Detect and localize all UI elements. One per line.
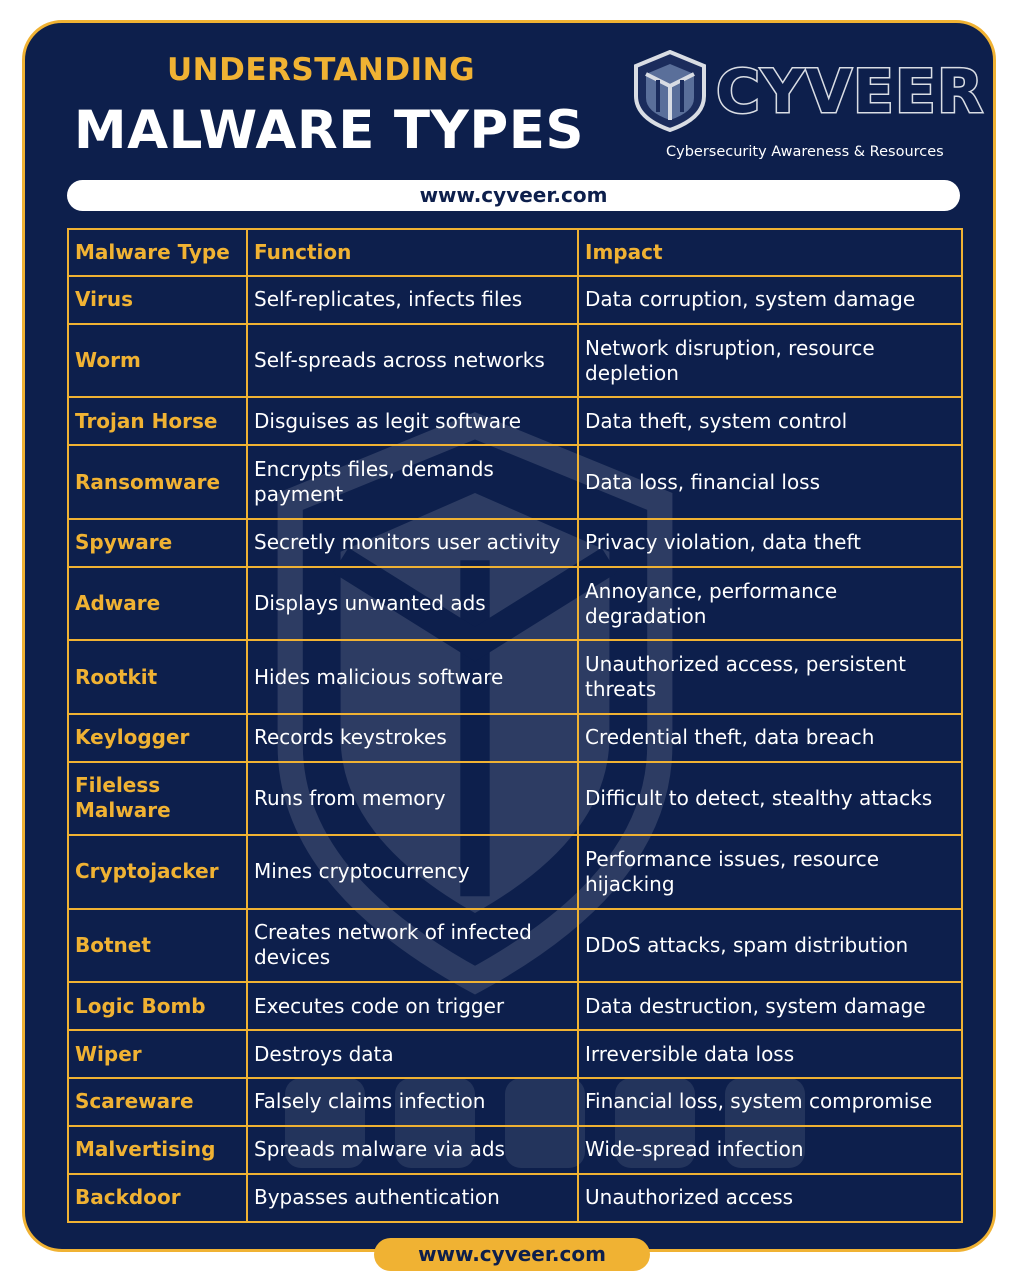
malware-type: Wiper <box>68 1030 247 1078</box>
header-url[interactable]: www.cyveer.com <box>67 180 960 211</box>
malware-impact: Network disruption, resource depletion <box>578 324 962 397</box>
header-function: Function <box>247 229 578 276</box>
malware-function: Runs from memory <box>247 762 578 835</box>
header-malware-type: Malware Type <box>68 229 247 276</box>
table-row <box>68 1078 962 1126</box>
malware-type: Adware <box>68 567 247 640</box>
malware-impact: Data loss, financial loss <box>578 445 962 518</box>
malware-function: Spreads malware via ads <box>247 1126 578 1174</box>
table-row <box>68 445 962 518</box>
malware-impact: Financial loss, system compromise <box>578 1078 962 1126</box>
malware-type: Botnet <box>68 909 247 982</box>
shield-cube-logo-icon <box>632 50 708 132</box>
malware-impact: Credential theft, data breach <box>578 714 962 762</box>
malware-type: Scareware <box>68 1078 247 1126</box>
table-row <box>68 909 962 982</box>
table-row <box>68 762 962 835</box>
table-row <box>68 397 962 445</box>
malware-function: Records keystrokes <box>247 714 578 762</box>
page-title: MALWARE TYPES <box>73 100 585 161</box>
brand-logo-text: CYVEER <box>716 57 985 127</box>
malware-type: Backdoor <box>68 1174 247 1222</box>
malware-impact: Wide-spread infection <box>578 1126 962 1174</box>
malware-function: Encrypts files, demands payment <box>247 445 578 518</box>
malware-function: Falsely claims infection <box>247 1078 578 1126</box>
malware-type: Trojan Horse <box>68 397 247 445</box>
table-row <box>68 567 962 640</box>
malware-type: Spyware <box>68 519 247 567</box>
footer-url[interactable]: www.cyveer.com <box>374 1238 650 1271</box>
header-impact: Impact <box>578 229 962 276</box>
pre-title: UNDERSTANDING <box>166 52 476 88</box>
malware-function: Mines cryptocurrency <box>247 835 578 908</box>
malware-impact: Irreversible data loss <box>578 1030 962 1078</box>
malware-function: Displays unwanted ads <box>247 567 578 640</box>
table-row <box>68 1030 962 1078</box>
malware-impact: DDoS attacks, spam distribution <box>578 909 962 982</box>
brand-tagline: Cybersecurity Awareness & Resources <box>666 144 944 160</box>
table-row <box>68 1126 962 1174</box>
table-row <box>68 640 962 713</box>
malware-impact: Difficult to detect, stealthy attacks <box>578 762 962 835</box>
malware-impact: Annoyance, performance degradation <box>578 567 962 640</box>
malware-type: Worm <box>68 324 247 397</box>
malware-function: Disguises as legit software <box>247 397 578 445</box>
malware-impact: Unauthorized access, persistent threats <box>578 640 962 713</box>
table-row <box>68 324 962 397</box>
malware-impact: Data corruption, system damage <box>578 276 962 324</box>
table-row <box>68 276 962 324</box>
malware-function: Creates network of infected devices <box>247 909 578 982</box>
table-row <box>68 1174 962 1222</box>
malware-function: Secretly monitors user activity <box>247 519 578 567</box>
malware-function: Destroys data <box>247 1030 578 1078</box>
malware-type: Fileless Malware <box>68 762 247 835</box>
table-row <box>68 519 962 567</box>
table-row <box>68 714 962 762</box>
malware-impact: Data theft, system control <box>578 397 962 445</box>
malware-function: Executes code on trigger <box>247 982 578 1030</box>
malware-function: Self-spreads across networks <box>247 324 578 397</box>
malware-type: Logic Bomb <box>68 982 247 1030</box>
malware-type: Rootkit <box>68 640 247 713</box>
malware-impact: Performance issues, resource hijacking <box>578 835 962 908</box>
malware-type: Cryptojacker <box>68 835 247 908</box>
table-header-row <box>68 229 962 276</box>
malware-type: Keylogger <box>68 714 247 762</box>
malware-type: Malvertising <box>68 1126 247 1174</box>
malware-impact: Privacy violation, data theft <box>578 519 962 567</box>
malware-impact: Unauthorized access <box>578 1174 962 1222</box>
malware-type: Ransomware <box>68 445 247 518</box>
malware-function: Hides malicious software <box>247 640 578 713</box>
table-row <box>68 982 962 1030</box>
malware-type: Virus <box>68 276 247 324</box>
table-row <box>68 835 962 908</box>
malware-function: Self-replicates, infects files <box>247 276 578 324</box>
malware-function: Bypasses authentication <box>247 1174 578 1222</box>
malware-impact: Data destruction, system damage <box>578 982 962 1030</box>
malware-table <box>67 228 963 1223</box>
